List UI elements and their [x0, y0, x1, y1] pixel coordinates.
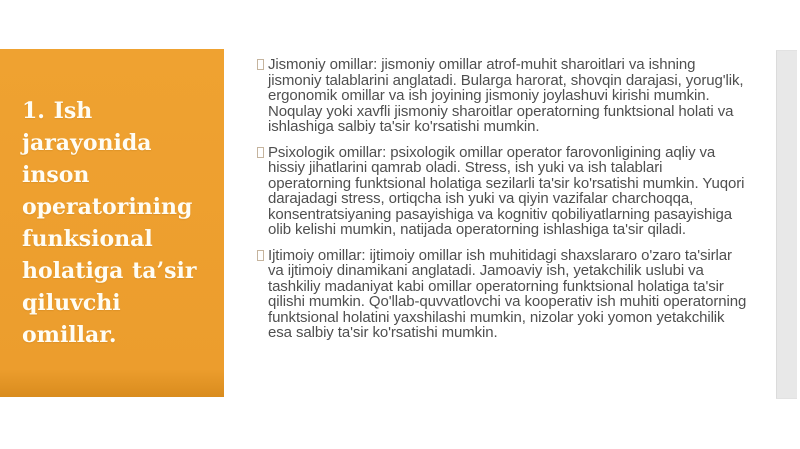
right-edge-decoration	[776, 50, 797, 399]
bullet-box-icon	[257, 59, 264, 70]
bullet-box-icon	[257, 147, 264, 158]
bullet-text-physical-factors: Jismoniy omillar: jismoniy omillar atrof-muhit sharoitlari va ishning jismoniy talablarini anglatadi. Bularga harorat, shovqin darajasi, yorug'lik, ergonomik omillar va ish joyining jismoniy joylashuvi kirishi mumkin. Noqulay yoki xavfli jismoniy sharoitlar operatorning funktsional holati va ishlashiga salbiy ta'sir ko'rsatishi mumkin.	[268, 56, 744, 135]
title-panel	[0, 49, 224, 397]
list-item	[257, 145, 747, 238]
bullet-list	[257, 57, 747, 351]
list-item	[257, 57, 747, 135]
list-item	[257, 248, 747, 341]
bullet-text-social-factors: Ijtimoiy omillar: ijtimoiy omillar ish muhitidagi shaxslararo o'zaro ta'sirlar va ijtimoiy dinamikani anglatadi. Jamoaviy ish, yetakchilik uslubi va tashkiliy madaniyat kabi omillar operatorning funktsional holatiga ta'sir qilishi mumkin. Qo'llab-quvvatlovchi va kooperativ ish muhiti operatorning funktsional holatini yaxshilashi mumkin, nizolar yoki yomon yetakchilik esa salbiy ta'sir ko'rsatishi mumkin.	[268, 246, 747, 341]
bullet-box-icon	[257, 250, 264, 261]
bullet-text-psychological-factors: Psixologik omillar: psixologik omillar operator farovonligining aqliy va hissiy jihatlarini qamrab oladi. Stress, ish yuki va ish talablari operatorning funktsional holatiga sezilarli ta'sir ko'rsatishi mumkin. Yuqori darajadagi stress, ortiqcha ish yuki va qiyin vazifalar charchoqqa, konsentratsiyaning pasayishiga va kognitiv qobiliyatlarning pasayishiga olib kelishi mumkin, natijada operatorning ishlashiga ta'sir qiladi.	[268, 143, 745, 238]
slide-title: 1. Ish jarayonida inson operatorining funksional holatiga ta’sir qiluvchi omillar.	[22, 98, 197, 348]
